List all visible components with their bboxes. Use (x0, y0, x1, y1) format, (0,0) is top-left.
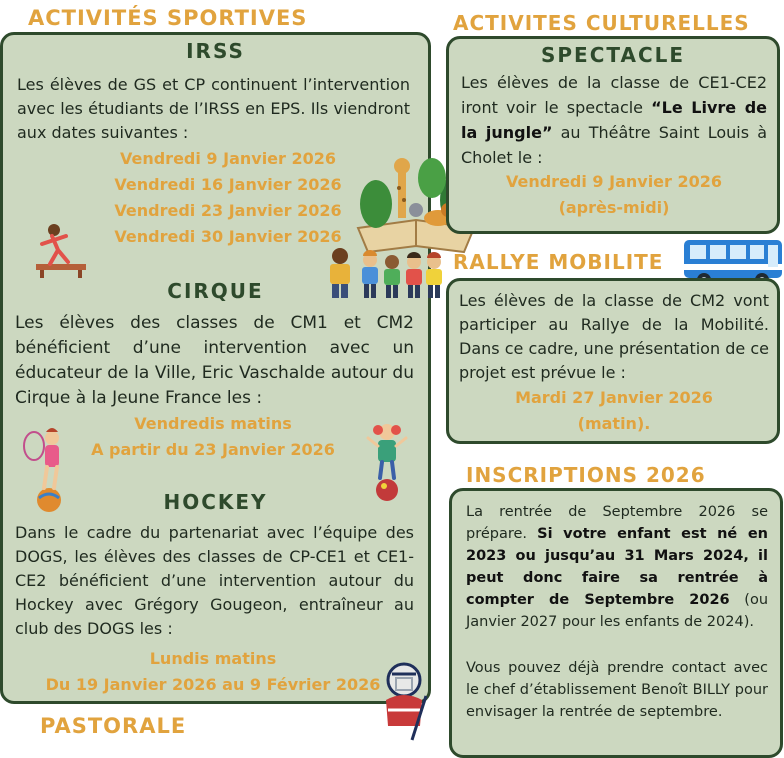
spectacle-show-title: “Le Livre de la jungle” (461, 98, 767, 142)
irss-text: Les élèves de GS et CP continuent l’intervention avec les étudiants de l’IRSS en EPS. Ils viendront aux dates suivantes : (17, 75, 410, 142)
irss-date-2: Vendredi 16 Janvier 2026 (114, 175, 342, 194)
cirque-date-1: Vendredis matins (134, 414, 292, 433)
culture-title: ACTIVITES CULTURELLES (453, 11, 750, 35)
cirque-text: Les élèves des classes de CM1 et CM2 bénéficient d’une intervention avec un éducateur de la Ville, Eric Vaschalde autour du Cirque à la Jeune France les : (15, 313, 414, 408)
cirque-heading: CIRQUE (167, 279, 264, 303)
sport-panel (0, 32, 431, 704)
inscriptions-p1-bold: Si votre enfant est né en 2023 ou jusqu’au 31 Mars 2024, il peut donc faire sa rentrée à compter de Septembre 2026 (466, 526, 769, 608)
inscriptions-panel (449, 488, 783, 758)
pastorale-title: PASTORALE (40, 714, 187, 738)
rallye-date-2: (matin). (577, 414, 651, 433)
juggler-illustration (22, 420, 76, 516)
irss-date-1: Vendredi 9 Janvier 2026 (119, 149, 337, 168)
rallye-panel (446, 278, 780, 444)
gymnast-illustration (32, 218, 92, 278)
hockey-date-2: Du 19 Janvier 2026 au 9 Février 2026 (45, 675, 381, 694)
inscriptions-p1-end: (ou Janvier 2027 pour les enfants de 2024). (466, 592, 769, 630)
rallye-title: RALLYE MOBILITE (453, 250, 664, 274)
irss-heading: IRSS (186, 39, 245, 63)
clown-illustration (364, 422, 410, 502)
inscriptions-p1-start: La rentrée de Septembre 2026 se prépare. (466, 504, 768, 542)
spectacle-text (461, 70, 767, 170)
spectacle-panel (446, 36, 780, 234)
spectacle-text-before: Les élèves de la classe de CE1-CE2 iront voir le spectacle (461, 73, 767, 117)
inscriptions-p1 (466, 501, 768, 633)
rallye-date-1: Mardi 27 Janvier 2026 (515, 388, 713, 407)
inscriptions-p2: Vous pouvez déjà prendre contact avec le chef d’établissement Benoît BILLY pour envisager la rentrée de septembre. (466, 660, 768, 720)
spectacle-text-after: au Théâtre Saint Louis à Cholet le : (461, 123, 768, 167)
irss-date-3: Vendredi 23 Janvier 2026 (114, 201, 342, 220)
spectacle-heading: SPECTACLE (540, 43, 686, 67)
hockey-player-illustration (378, 656, 440, 740)
hockey-heading: HOCKEY (163, 490, 268, 514)
hockey-text: Dans le cadre du partenariat avec l’équipe des DOGS, les élèves des classes de CP-CE1 et CE1-CE2 bénéficient d’une intervention autour du Hockey avec Grégory Gougeon, entraîneur au club des DOGS les : (15, 523, 414, 638)
hockey-date-1: Lundis matins (149, 649, 277, 668)
cirque-date-2: A partir du 23 Janvier 2026 (91, 440, 335, 459)
irss-date-4: Vendredi 30 Janvier 2026 (114, 227, 342, 246)
inscriptions-title: INSCRIPTIONS 2026 (466, 463, 706, 487)
children-illustration (326, 244, 444, 302)
rallye-text: Les élèves de la classe de CM2 vont participer au Rallye de la Mobilité. Dans ce cadre, une présentation de ce projet est prévue le : (459, 291, 769, 382)
spectacle-date-2: (après-midi) (558, 198, 670, 217)
sport-title: ACTIVITÉS SPORTIVES (28, 6, 308, 30)
spectacle-date-1: Vendredi 9 Janvier 2026 (505, 172, 723, 191)
